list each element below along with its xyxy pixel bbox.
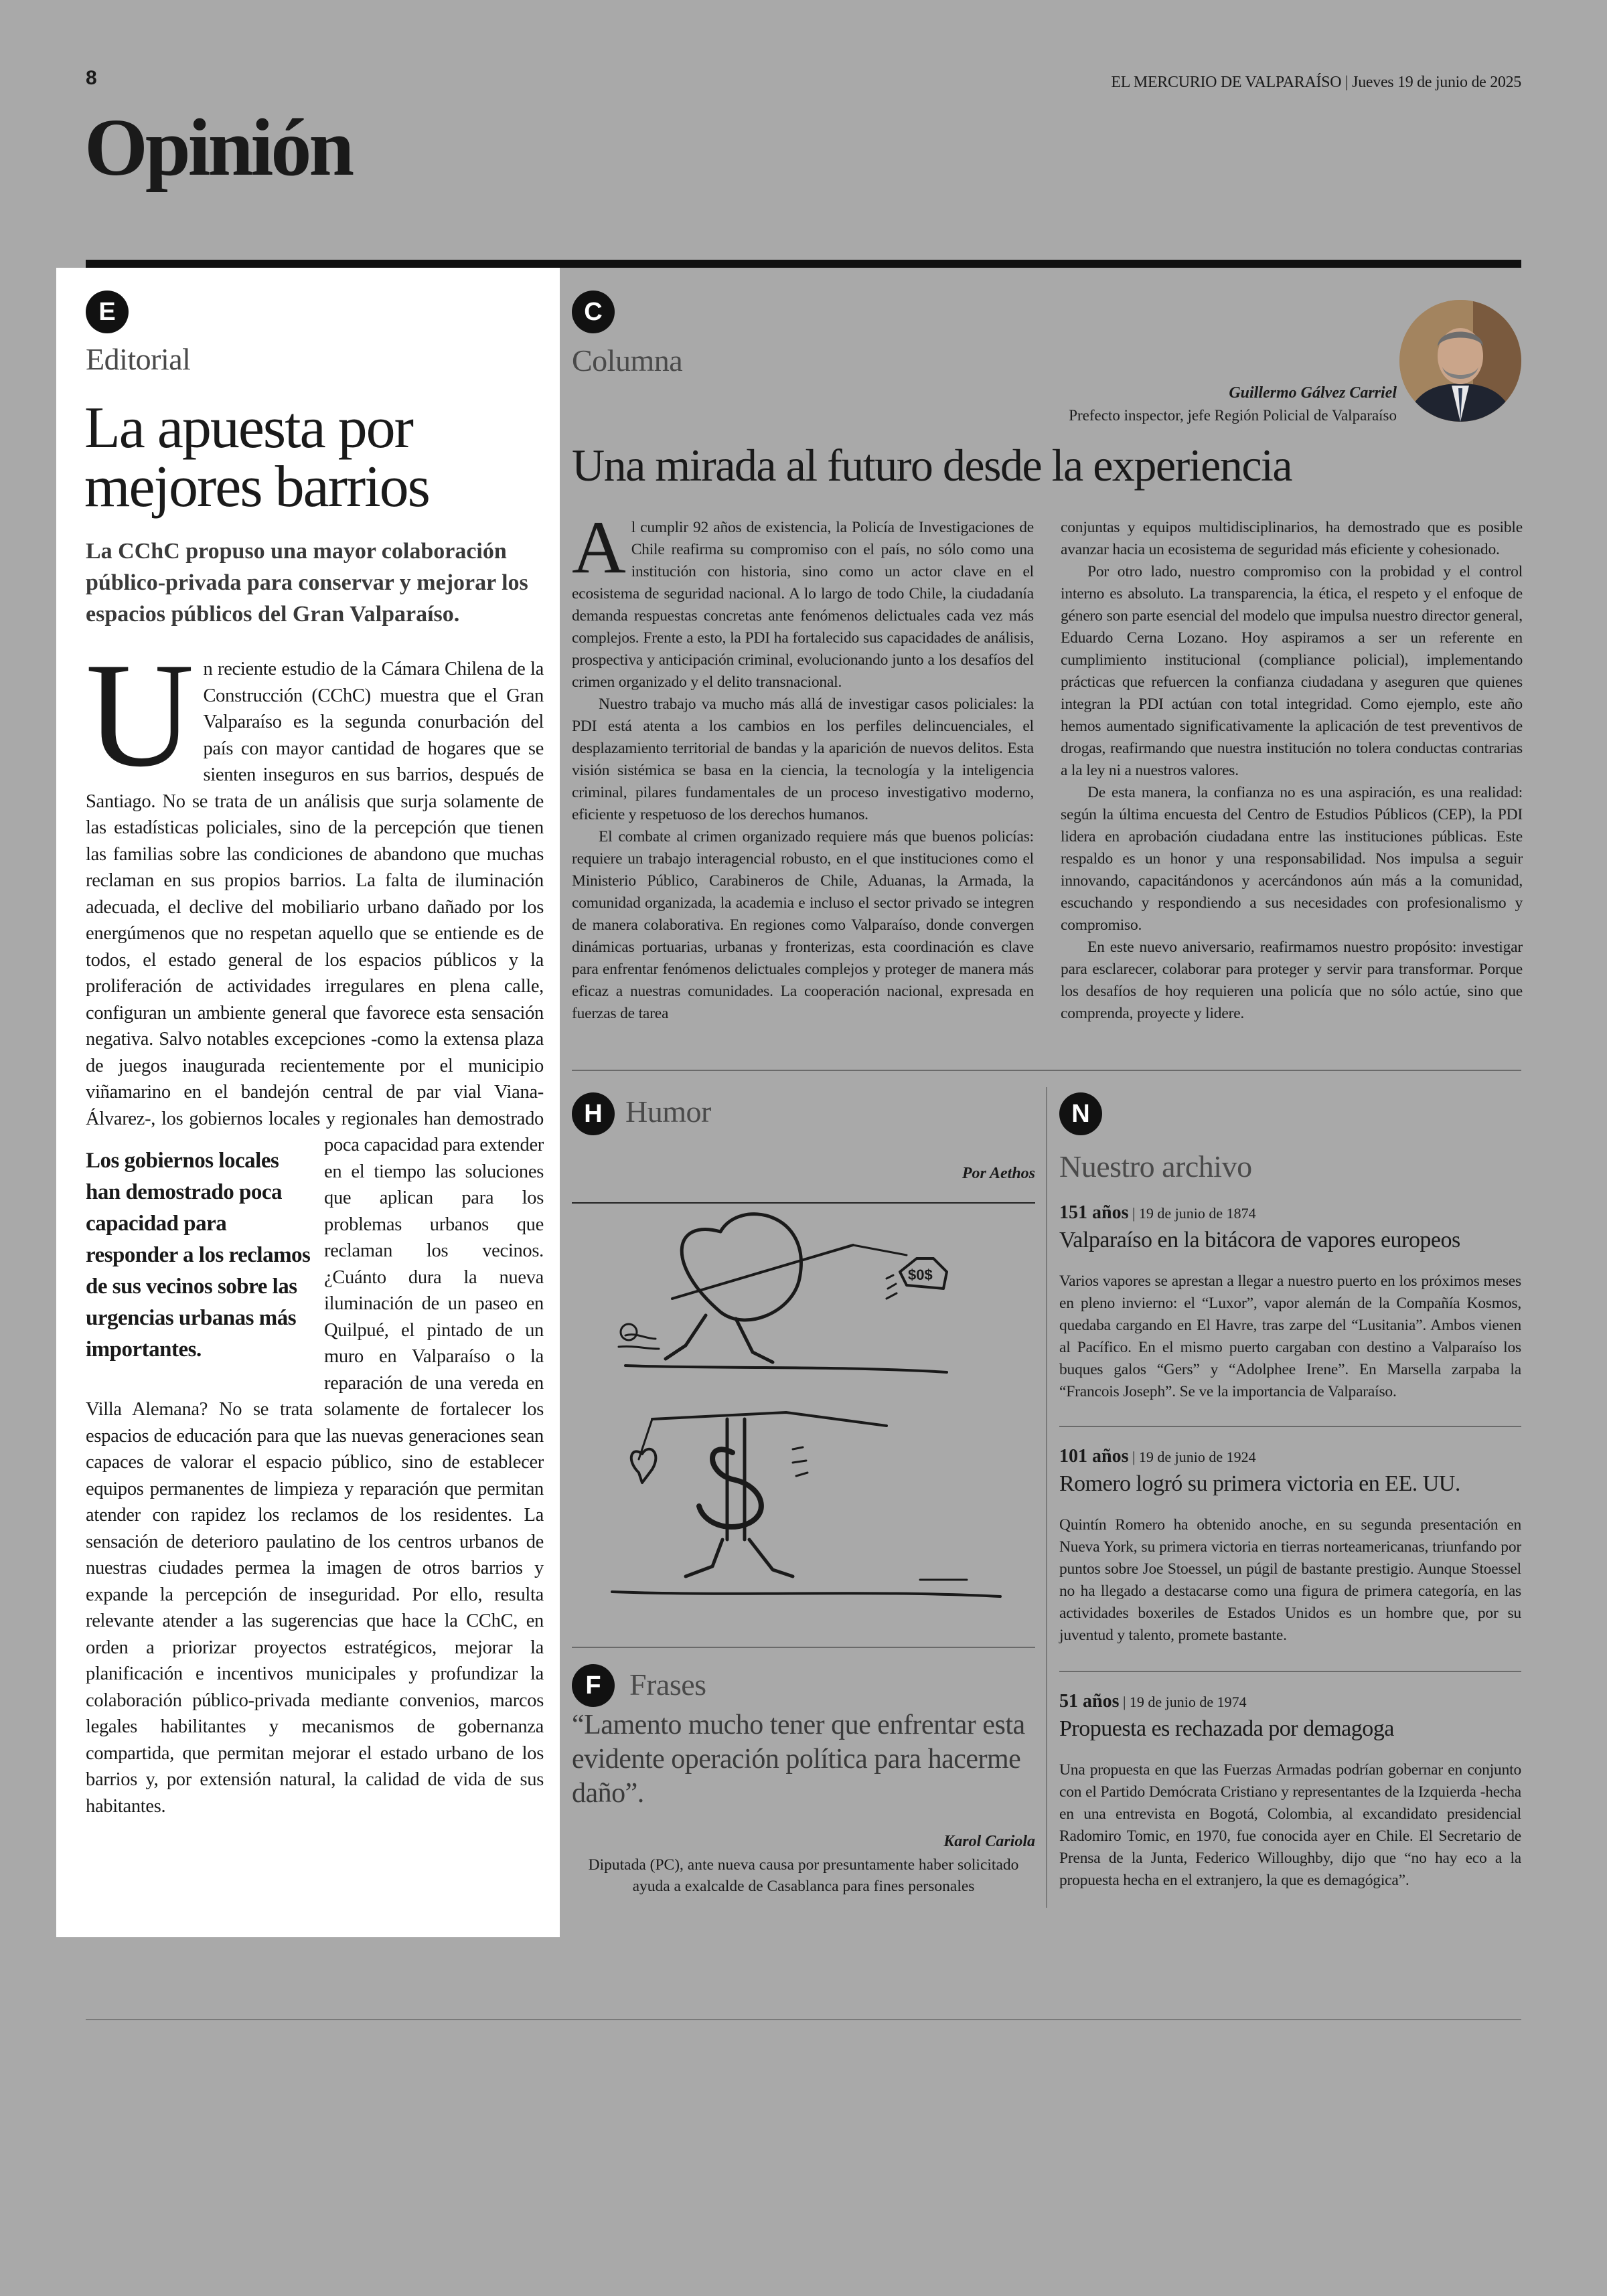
humor-kicker: Humor xyxy=(625,1094,711,1129)
column-paragraph: En este nuevo aniversario, reafirmamos nuestro propósito: investigar para esclarecer, colaborar para proteger y servir para transformar. Porque los desafíos de hoy requieren una policía que no sólo actúe, sino que comprenda, proyecte y lidere. xyxy=(1061,938,1523,1022)
humor-top-rule xyxy=(572,1202,1035,1204)
humor-cartoon xyxy=(572,1205,1035,1623)
archivo-entry-date-text: | 19 de junio de 1974 xyxy=(1122,1694,1247,1710)
editorial-badge: E xyxy=(86,291,129,333)
column-author-role: Prefecto inspector, jefe Región Policial de Valparaíso xyxy=(1069,407,1397,424)
archivo-entry-date xyxy=(1059,1446,1521,1467)
column-bottom-rule xyxy=(572,1070,1521,1071)
frases-badge: F xyxy=(572,1664,615,1707)
author-photo xyxy=(1399,300,1521,422)
editorial-headline xyxy=(84,396,553,519)
archivo-entry-title: Propuesta es rechazada por demagoga xyxy=(1059,1716,1394,1741)
top-divider xyxy=(86,260,1521,268)
archivo-entry-body: Varios vapores se aprestan a llegar a nuestro puerto en los próximos meses en pleno invierno: el “Luxor”, vapor alemán de la Compañía Kosmos, quedaba cargando en El Havre, tras zarpe del “Lusitania”. Ambos vienen al Pacífico. En el mismo puerto cargaban con destino a Valparaíso los buques galos “Gers” y “Adolphee Irene”. En Marsella zarpaba la “Francois Joseph”. Se ve la importancia de Valparaíso. xyxy=(1059,1273,1521,1400)
column-text-left xyxy=(572,506,1034,1025)
section-title: Opinión xyxy=(84,102,352,193)
column-paragraph: Por otro lado, nuestro compromiso con la probidad y el control interno es absoluto. La transparencia, la ética, el respeto y el enfoque de género son parte esencial del modelo que impulsa nuestro director general, Eduardo Cerna Lozano. Hoy aspiramos a ser un referente en cumplimiento institucional (compliance policial), implementando prácticas que refuercen la confianza ciudadana y aseguren que quienes integran la PDI actúan con total integridad. Como ejemplo, este año hemos aumentado significativamente la aplicación de test preventivos de drogas, reafirmando que nuestra institución no tolera conductas contrarias a la ley ni a nuestros valores. xyxy=(1061,563,1523,779)
column-separator xyxy=(1046,1087,1047,1908)
humor-bottom-rule xyxy=(572,1647,1035,1648)
frases-role: Diputada (PC), ante nueva causa por presuntamente haber solicitado ayuda a exalcalde de Casablanca para fines personales xyxy=(588,1856,1019,1895)
archivo-entry-title: Valparaíso en la bitácora de vapores europeos xyxy=(1059,1228,1460,1252)
archivo-divider xyxy=(1059,1671,1521,1672)
archivo-entry-body: Una propuesta en que las Fuerzas Armadas podrían gobernar en conjunto con el Partido Demócrata Cristiano y representantes de la Izquierda -hecha en una entrevista en Bogotá, Colombia, al excandidato presidencial Radomiro Tomic, en 1970, fue conocida ayer en Chile. El Secretario de Prensa de la Junta, Federico Willoughby, dijo que “no hay eco a la propuesta hecha en el extranjero, la que es demagógica”. xyxy=(1059,1761,1521,1889)
masthead: EL MERCURIO DE VALPARAÍSO | Jueves 19 de junio de 2025 xyxy=(1111,74,1521,91)
frases-author: Karol Cariola xyxy=(943,1833,1035,1850)
editorial-dek: La CChC propuso una mayor colaboración público-privada para conservar y mejorar los espacios públicos del Gran Valparaíso. xyxy=(86,539,528,627)
footer-rule xyxy=(86,2019,1521,2020)
archivo-entry-body: Quintín Romero ha obtenido anoche, en su segunda presentación en Nueva York, su primera victoria en tierras norteamericanas, triunfando por puntos sobre Joe Stoessel, un púgil de bastante prestigio. Aunque Stoessel no ha llegado a destacarse como una figura de primera categoría, en las actividades boxeriles de Estados Unidos es un hombre que, por su juventud y talento, promete bastante. xyxy=(1059,1516,1521,1644)
archivo-entry-date xyxy=(1059,1691,1521,1712)
editorial-kicker: Editorial xyxy=(86,342,191,376)
archivo-entry-years: 101 años xyxy=(1059,1446,1129,1467)
column-paragraph xyxy=(572,506,1034,693)
editorial-dropcap: U xyxy=(86,632,194,798)
archivo-entry-date xyxy=(1059,1202,1521,1224)
archivo-badge: N xyxy=(1059,1092,1102,1135)
editorial-body-part1: n reciente estudio de la Cámara Chilena de la Construcción (CChC) muestra que el Gran Valparaíso es la segunda conurbación del país con mayor cantidad de hogares que se sienten inseguros en sus barrios, después de Santiago. No se trata de un análisis que surja solamente de las estadísticas policiales, sino de la percepción que tienen las familias sobre las condiciones de abandono que muchas reclaman en sus propios barrios. La falta de iluminación adecuada, el declive del mobiliario urbano dañado por los energúmenos que no respetan aquello que se entiende es de todos, el estado general de los espacios públicos y la proliferación de actividades irregulares en plena calle, configuran un ambiente general que favorece esta sensación negativa. Salvo notables excepciones -como la extensa plaza de juegos inaugurada recientemente por el municipio viñamarino en el bandejón central de par vial Viana-Álvarez-, los gobiernos locales y regionales han demostrado xyxy=(86,659,544,1129)
editorial-headline-line2: mejores barrios xyxy=(84,455,429,519)
archivo-entry-date-text: | 19 de junio de 1924 xyxy=(1132,1449,1256,1465)
column-badge: C xyxy=(572,291,615,333)
column-paragraph: conjuntas y equipos multidisciplinarios, ha demostrado que es posible avanzar hacia un ecosistema de seguridad más eficiente y cohesionado. xyxy=(1061,519,1523,558)
archivo-entry-years: 51 años xyxy=(1059,1691,1120,1712)
editorial-body-part2: poca capacidad para extender en el tiempo las soluciones que aplican para los problemas urbanos que reclaman los vecinos. ¿Cuánto dura la nueva iluminación de un paseo en Quilpué, el pintado de un muro en Valparaíso o la reparación de una vereda en Villa Alemana? No se trata solamente de fortalecer los espacios de educación para que las nuevas generaciones sean capaces de valorar el espacio público, sino de establecer equipos permanentes de limpieza y reparación que permitan atender con rapidez los reclamos de los residentes. La sensación de deterioro paulatino de los centros urbanos de nuestras ciudades permea la imagen de otros barrios y expande la percepción de inseguridad. Por ello, resulta relevante atender a las sugerencias que hace la CChC, en orden a priorizar proyectos estratégicos, mejorar la planificación e incentivos municipales y profundizar la colaboración público-privada mediante convenios, marcos legales habilitantes y mecanismos de gobernanza compartida, que permitan mejorar el estado urbano de los barrios y, por extensión natural, la calidad de vida de sus habitantes. xyxy=(86,1135,544,1817)
archivo-entry-years: 151 años xyxy=(1059,1202,1129,1223)
frases-quote: “Lamento mucho tener que enfrentar esta evidente operación política para hacerme daño”. xyxy=(572,1710,1025,1809)
archivo-entry xyxy=(1059,1202,1521,1403)
column-author-name: Guillermo Gálvez Carriel xyxy=(1229,384,1397,402)
column-dropcap: A xyxy=(572,506,626,589)
editorial-body xyxy=(86,632,544,1819)
archivo-entry xyxy=(1059,1691,1521,1892)
humor-badge: H xyxy=(572,1092,615,1135)
column-paragraph-text: l cumplir 92 años de existencia, la Policía de Investigaciones de Chile reafirma su compromiso con el país, no sólo como una institución con historia, sino como un actor clave en el ecosistema de seguridad nacional. A lo largo de todo Chile, la ciudadanía demanda respuestas concretas ante fenómenos delictuales cada vez más complejos. Frente a esto, la PDI ha fortalecido sus capacidades de análisis, prospectiva y anticipación criminal, evolucionando junto a los desafíos del crimen organizado y el delito transnacional. xyxy=(572,519,1034,691)
column-paragraph: De esta manera, la confianza no es una aspiración, es una realidad: según la última encuesta del Centro de Estudios Públicos (CEP), la PDI lidera en aprobación ciudadana entre las instituciones públicas. Este respaldo es un honor y una responsabilidad. Nos impulsa a seguir innovando, capacitándonos y acercándonos aún más a la comunidad, escuchando y respondiendo a sus necesidades con profesionalismo y compromiso. xyxy=(1061,784,1523,934)
cartoon-heart-dollar-icon xyxy=(572,1205,1035,1623)
archivo-entry-title: Romero logró su primera victoria en EE. UU. xyxy=(1059,1471,1460,1496)
column-paragraph: Nuestro trabajo va mucho más allá de investigar casos policiales: la PDI está atenta a los cambios en los perfiles delincuenciales, el desplazamiento territorial de bandas y la aparición de nuevos delitos. Esta visión sistémica se basa en la ciencia, la tecnología y la inteligencia criminal, pilares fundamentales de un proceso investigativo moderno, eficiente y respetuoso de los derechos humanos. xyxy=(572,695,1034,823)
cartoon-bag-label: $0$ xyxy=(908,1266,933,1283)
page-number: 8 xyxy=(86,67,97,89)
editorial-headline-line1: La apuesta por xyxy=(84,396,412,461)
frases-kicker: Frases xyxy=(629,1667,706,1702)
humor-byline: Por Aethos xyxy=(962,1165,1035,1182)
archivo-entry-date-text: | 19 de junio de 1874 xyxy=(1132,1205,1256,1222)
column-headline: Una mirada al futuro desde la experiencia xyxy=(572,440,1292,491)
column-text-right xyxy=(1061,517,1523,1025)
column-paragraph: El combate al crimen organizado requiere más que buenos policías: requiere un trabajo interagencial robusto, en el que instituciones como el Ministerio Público, Carabineros de Chile, Aduanas, la Armada, la comunidad organizada, la academia e incluso el sector privado se integren de manera colaborativa. En regiones como Valparaíso, donde convergen dinámicas portuarias, urbanas y fronterizas, esta coordinación es clave para enfrentar fenómenos delictuales complejos y proteger de manera más eficaz a nuestras comunidades. La cooperación nacional, expresada en fuerzas de tarea xyxy=(572,828,1034,1022)
editorial-pullquote: Los gobiernos locales han demostrado poca capacidad para responder a los reclamos de sus vecinos sobre las urgencias urbanas más importantes. xyxy=(86,1149,311,1362)
archivo-entry xyxy=(1059,1446,1521,1647)
archivo-kicker: Nuestro archivo xyxy=(1059,1149,1252,1183)
column-kicker: Columna xyxy=(572,343,683,378)
archivo-divider xyxy=(1059,1426,1521,1427)
author-portrait-icon xyxy=(1399,300,1521,422)
